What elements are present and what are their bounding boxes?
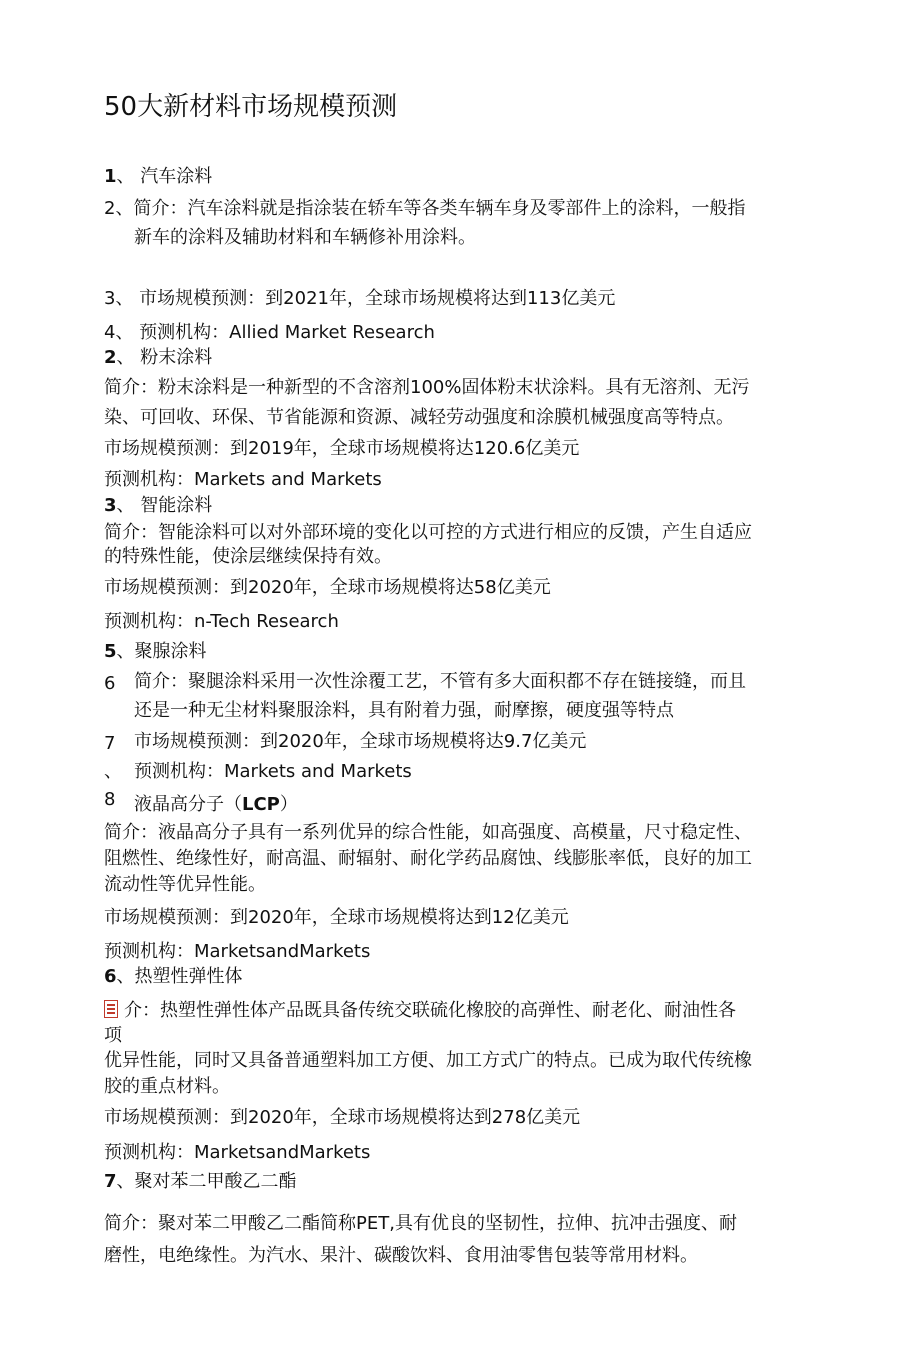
section-heading-text: 、 粉末涂料 [116,347,213,368]
list-number: 7 [104,733,116,754]
lcp-abbr: LCP [242,794,280,815]
intro-line: 磨性，电绝缘性。为汽水、果汁、碳酸饮料、食用油零售包装等常用材料。 [104,1245,698,1266]
intro-line: 还是一种无尘材料聚服涂料，具有附着力强，耐摩擦，硬度强等特点 [134,700,674,721]
market-forecast: 市场规模预测：到2019年，全球市场规模将达120.6亿美元 [104,438,580,459]
section-number: 5 [104,641,117,662]
section-heading-5 [104,641,207,663]
section-number: 6 [104,966,117,987]
market-forecast: 市场规模预测：到2020年，全球市场规模将达58亿美元 [104,577,551,598]
intro-line: 流动性等优异性能。 [104,874,266,895]
intro-text: 、简介：汽车涂料就是指涂装在轿车等各类车辆车身及零部件上的涂料，一般指 [115,198,746,219]
stamp-icon [104,1000,118,1018]
forecast-agency: 预测机构：n-Tech Research [104,611,339,632]
intro-text: 介：热塑性弹性体产品既具备传统交联硫化橡胶的高弹性、耐老化、耐油性各 [124,1000,736,1021]
lcp-heading-text: 液晶高分子（ [134,794,242,815]
intro-line: 简介：聚腿涂料采用一次性涂覆工艺，不管有多大面积都不存在链接缝，而且 [134,671,746,692]
market-forecast: 市场规模预测：到2020年，全球市场规模将达到12亿美元 [104,907,569,928]
forecast-agency: 4、 预测机构：Allied Market Research [104,322,435,343]
forecast-agency: 预测机构：Markets and Markets [104,469,382,490]
section-heading-3 [104,495,212,517]
section-heading-text: 、聚腺涂料 [116,641,207,662]
section-heading-text: 、 智能涂料 [116,495,213,516]
forecast-agency: 预测机构：MarketsandMarkets [104,1142,371,1163]
section-number: 1 [104,166,117,187]
page-title: 50大新材料市场规模预测 [104,92,398,122]
intro-line: 简介：聚对苯二甲酸乙二酯简称PET,具有优良的坚韧性，拉伸、抗冲击强度、耐 [104,1213,737,1234]
section-heading-6 [104,966,243,988]
section-heading-2 [104,347,212,369]
intro-line: 胶的重点材料。 [104,1076,230,1097]
intro-line: 新车的涂料及辅助材料和车辆修补用涂料。 [134,227,476,248]
intro-line: 简介：智能涂料可以对外部环境的变化以可控的方式进行相应的反馈，产生自适应 [104,522,752,543]
intro-line [104,198,745,220]
forecast-agency: 预测机构：Markets and Markets [134,761,412,782]
lcp-heading-close: ） [279,794,298,815]
section-heading-text: 、 汽车涂料 [116,166,213,187]
intro-line: 简介：液晶高分子具有一系列优异的综合性能，如高强度、高模量，尺寸稳定性、 [104,822,752,843]
list-separator: 、 [104,761,122,782]
market-forecast: 3、 市场规模预测：到2021年，全球市场规模将达到113亿美元 [104,288,616,309]
intro-line: 的特殊性能，使涂层继续保持有效。 [104,546,392,567]
list-number: 8 [104,789,116,810]
section-heading-7 [104,1171,297,1193]
intro-line: 简介：粉末涂料是一种新型的不含溶剂100%固体粉末状涂料。具有无溶剂、无污 [104,377,750,398]
list-number: 6 [104,673,116,694]
list-number: 2 [104,198,116,219]
intro-line: 阻燃性、绝缘性好，耐高温、耐辐射、耐化学药品腐蚀、线膨胀率低，良好的加工 [104,848,752,869]
section-number: 7 [104,1171,117,1192]
intro-line: 优异性能，同时又具备普通塑料加工方便、加工方式广的特点。已成为取代传统橡 [104,1050,752,1071]
section-heading-text: 、聚对苯二甲酸乙二酯 [116,1171,297,1192]
intro-line [104,1000,736,1022]
lcp-heading [134,794,298,816]
intro-line: 项 [104,1025,122,1046]
market-forecast: 市场规模预测：到2020年，全球市场规模将达9.7亿美元 [134,731,587,752]
forecast-agency: 预测机构：MarketsandMarkets [104,941,371,962]
section-number: 2 [104,347,117,368]
section-number: 3 [104,495,117,516]
market-forecast: 市场规模预测：到2020年，全球市场规模将达到278亿美元 [104,1107,581,1128]
intro-line: 染、可回收、环保、节省能源和资源、减轻劳动强度和涂膜机械强度高等特点。 [104,407,734,428]
section-heading-1 [104,166,212,188]
section-heading-text: 、热塑性弹性体 [116,966,243,987]
